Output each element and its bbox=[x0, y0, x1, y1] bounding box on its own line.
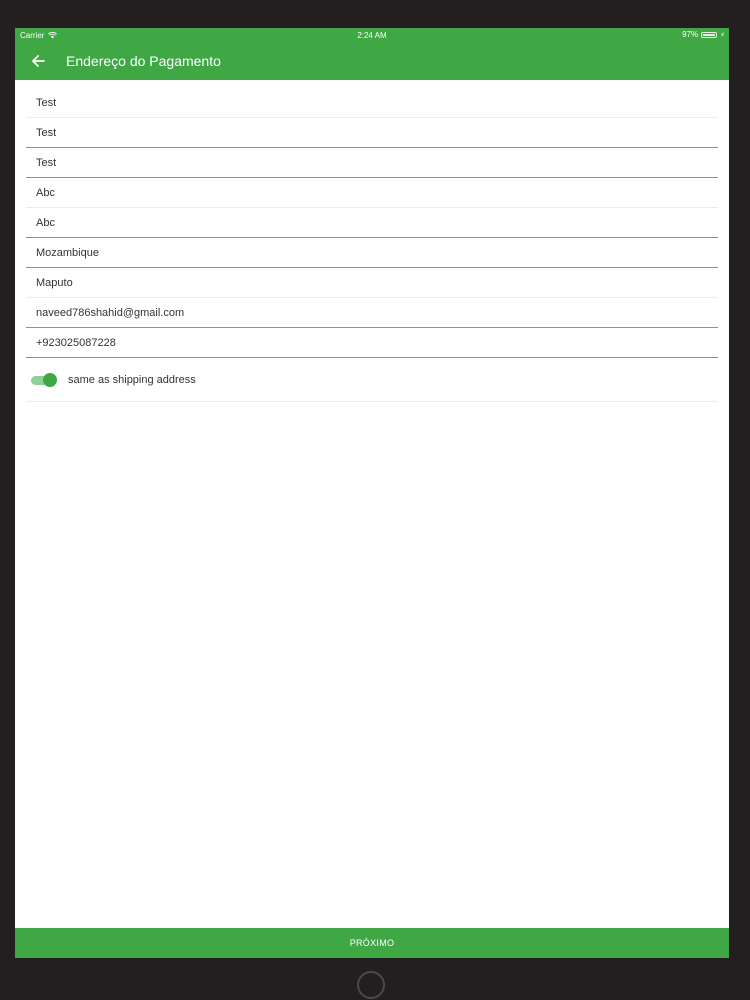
field-neighborhood bbox=[26, 208, 718, 238]
toggle-knob bbox=[43, 373, 57, 387]
page-title: Endereço do Pagamento bbox=[66, 53, 221, 69]
next-button[interactable]: PRÓXIMO bbox=[15, 928, 729, 958]
status-time: 2:24 AM bbox=[357, 31, 387, 40]
home-button[interactable] bbox=[357, 971, 385, 999]
back-button[interactable] bbox=[15, 42, 61, 80]
field-country bbox=[26, 238, 718, 268]
neighborhood-input[interactable] bbox=[26, 208, 718, 238]
last-name-input[interactable] bbox=[26, 118, 718, 148]
app-bar bbox=[15, 42, 729, 80]
arrow-back-icon bbox=[31, 54, 45, 68]
field-address bbox=[26, 148, 718, 178]
field-email bbox=[26, 298, 718, 328]
battery-percent: 97% bbox=[682, 30, 699, 39]
address-line-2-input[interactable] bbox=[26, 178, 718, 208]
email-input[interactable] bbox=[26, 298, 718, 328]
payment-address-form bbox=[15, 88, 729, 402]
field-phone bbox=[26, 328, 718, 358]
status-bar bbox=[15, 28, 729, 42]
first-name-input[interactable] bbox=[26, 88, 718, 118]
battery-indicator bbox=[682, 30, 725, 39]
app-screen bbox=[15, 28, 729, 958]
country-input[interactable] bbox=[26, 238, 718, 268]
city-input[interactable] bbox=[26, 268, 718, 298]
field-last-name bbox=[26, 118, 718, 148]
same-as-shipping-row bbox=[26, 358, 718, 402]
battery-icon bbox=[701, 32, 717, 38]
field-city bbox=[26, 268, 718, 298]
field-first-name bbox=[26, 88, 718, 118]
charging-icon: ⚡ bbox=[720, 31, 725, 39]
same-as-shipping-toggle[interactable] bbox=[31, 373, 57, 387]
field-address-line-2 bbox=[26, 178, 718, 208]
same-as-shipping-label: same as shipping address bbox=[68, 373, 196, 386]
address-input[interactable] bbox=[26, 148, 718, 178]
phone-input[interactable] bbox=[26, 328, 718, 358]
carrier-label: Carrier bbox=[20, 31, 45, 40]
